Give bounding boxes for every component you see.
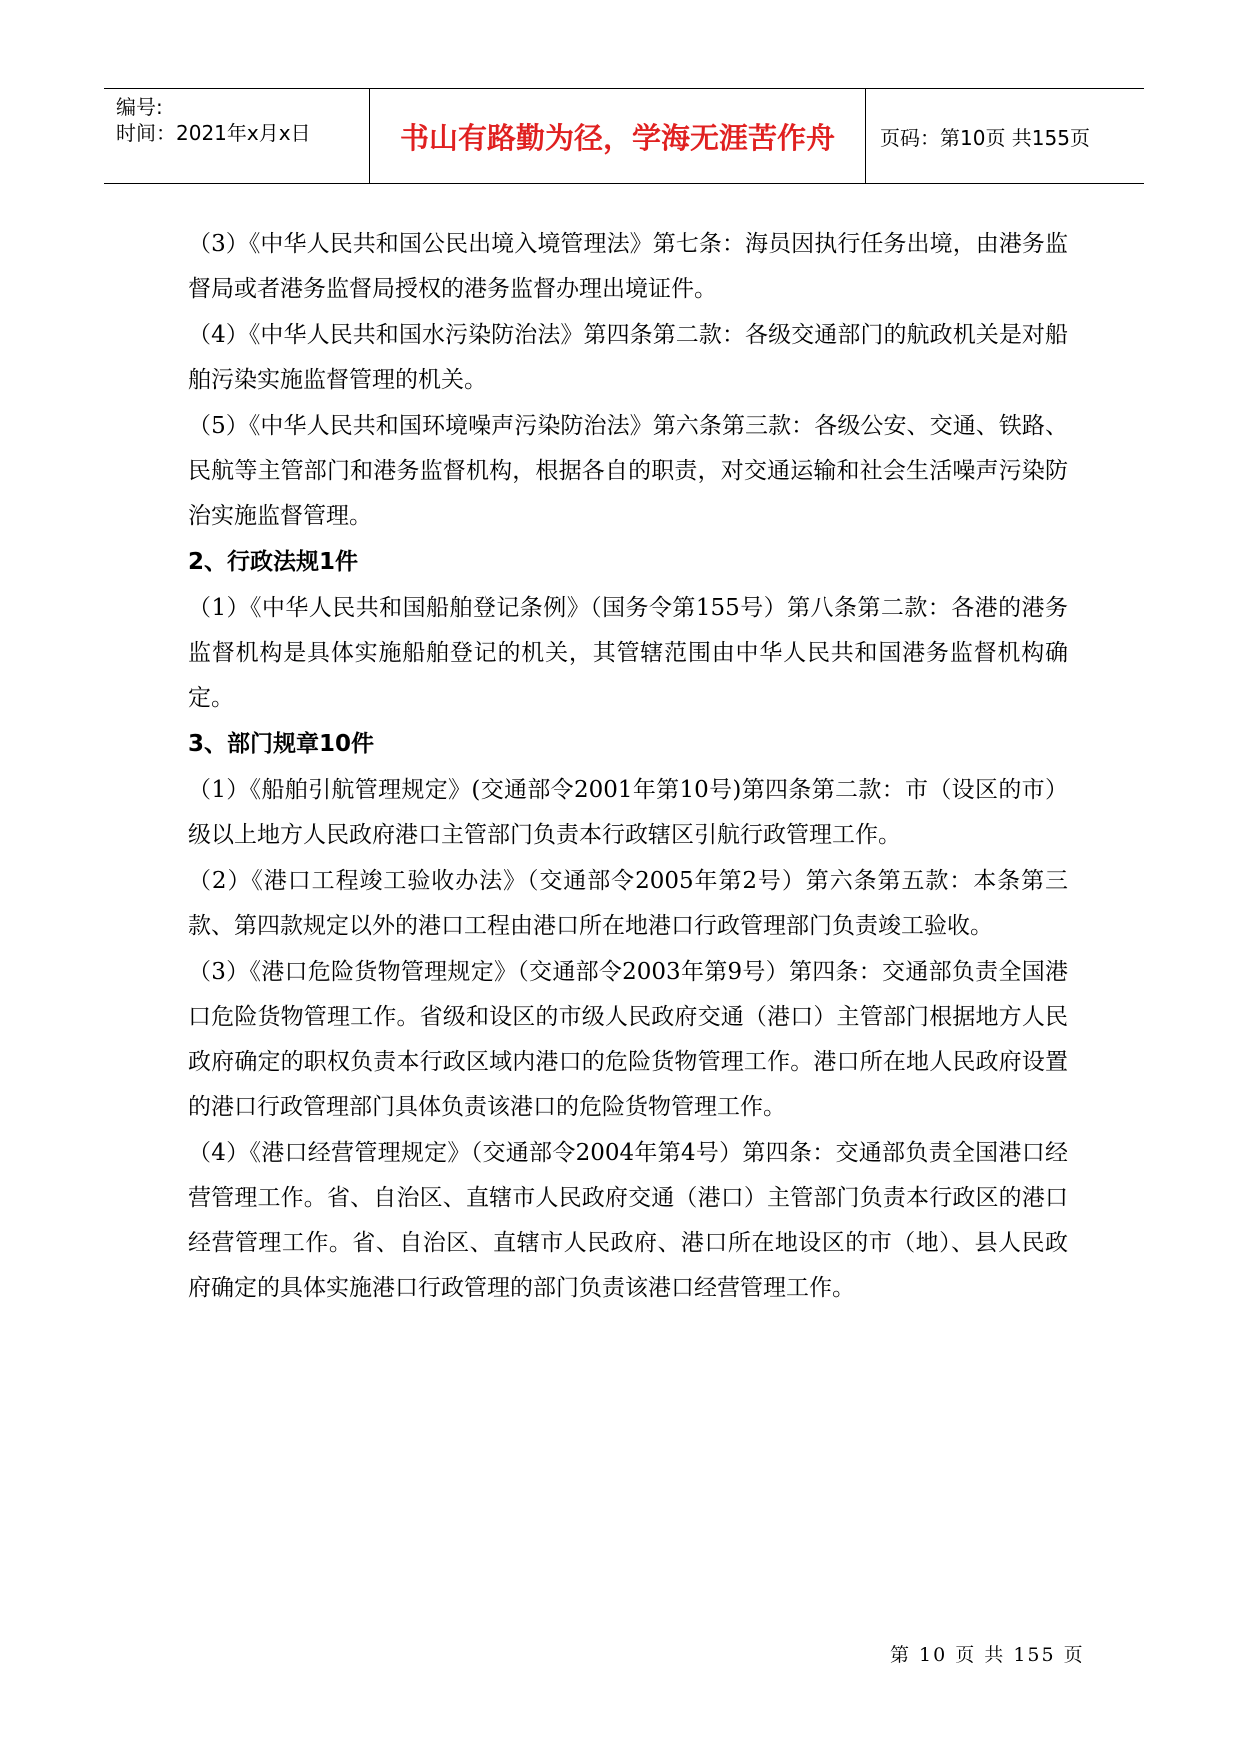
- section-heading: 2、行政法规1件: [188, 549, 359, 575]
- header-page-code: 页码：第10页 共155页: [880, 125, 1090, 150]
- paragraph: （5）《中华人民共和国环境噪声污染防治法》第六条第三款：各级公安、交通、铁路、民航等主管部门和港务监督机构，根据各自的职责，对交通运输和社会生活噪声污染防治实施监督管理。: [188, 413, 1068, 529]
- page-footer: 第 10 页 共 155 页: [890, 1644, 1085, 1666]
- header-motto: 书山有路勤为径，学海无涯苦作舟: [370, 89, 866, 183]
- paragraph: （3）《港口危险货物管理规定》（交通部令2003年第9号）第四条：交通部负责全国港口危险货物管理工作。省级和设区的市级人民政府交通（港口）主管部门根据地方人民政府确定的职权负责本行政区域内港口的危险货物管理工作。港口所在地人民政府设置的港口行政管理部门具体负责该港口的危险货物管理工作。: [188, 959, 1068, 1120]
- header-info-cell: [104, 89, 370, 183]
- paragraph: （4）《港口经营管理规定》（交通部令2004年第4号）第四条：交通部负责全国港口经营管理工作。省、自治区、直辖市人民政府交通（港口）主管部门负责本行政区的港口经营管理工作。省、自治区、直辖市人民政府、港口所在地设区的市（地）、县人民政府确定的具体实施港口行政管理的部门负责该港口经营管理工作。: [188, 1140, 1068, 1301]
- document-number-label: 编号:: [116, 95, 163, 119]
- paragraph: （4）《中华人民共和国水污染防治法》第四条第二款：各级交通部门的航政机关是对船舶污染实施监督管理的机关。: [188, 322, 1068, 393]
- document-header: [104, 88, 1144, 184]
- document-body: [188, 222, 1068, 1312]
- document-time-label: 时间：2021年x月x日: [116, 121, 311, 145]
- paragraph: （3）《中华人民共和国公民出境入境管理法》第七条：海员因执行任务出境，由港务监督局或者港务监督局授权的港务监督办理出境证件。: [188, 231, 1068, 302]
- paragraph: （2）《港口工程竣工验收办法》（交通部令2005年第2号）第六条第五款：本条第三款、第四款规定以外的港口工程由港口所在地港口行政管理部门负责竣工验收。: [188, 868, 1068, 939]
- paragraph: （1）《中华人民共和国船舶登记条例》（国务令第155号）第八条第二款：各港的港务监督机构是具体实施船舶登记的机关，其管辖范围由中华人民共和国港务监督机构确定。: [188, 595, 1068, 711]
- section-heading: 3、部门规章10件: [188, 731, 375, 757]
- paragraph: （1）《船舶引航管理规定》(交通部令2001年第10号)第四条第二款：市（设区的市）级以上地方人民政府港口主管部门负责本行政辖区引航行政管理工作。: [188, 777, 1068, 848]
